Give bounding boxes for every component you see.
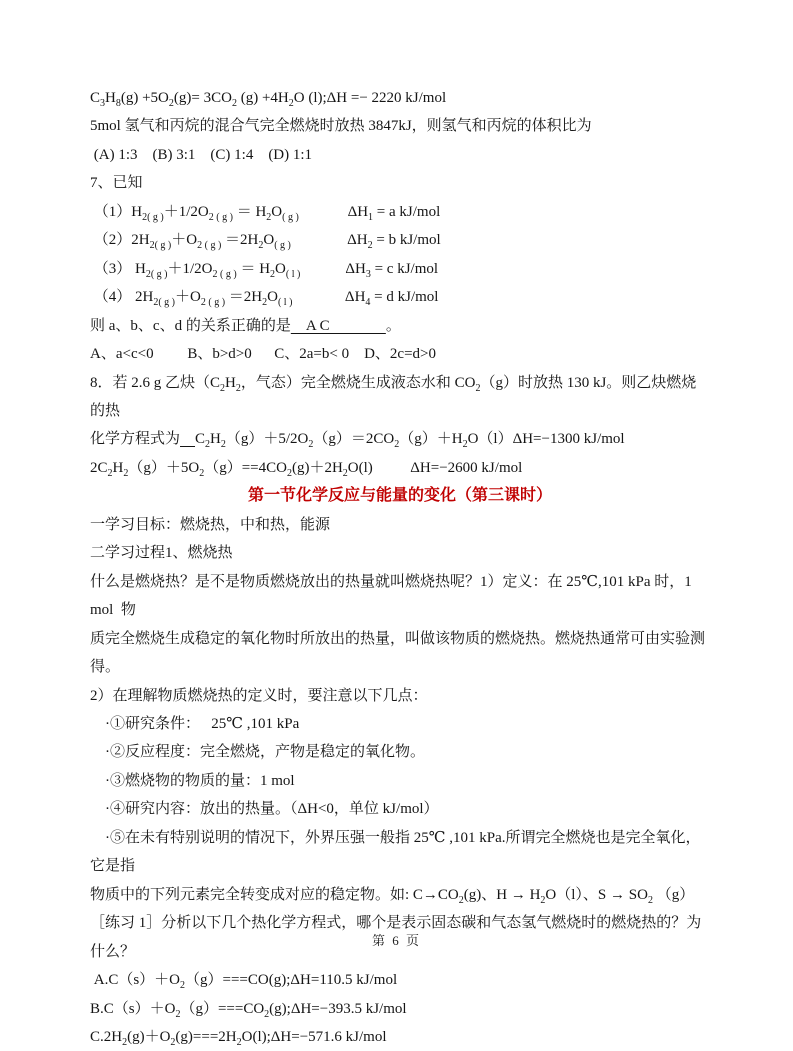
note-5: ·⑤在未有特别说明的情况下，外界压强一般指 25℃ ,101 kPa.所谓完全燃烧也是完全氧化，它是指: [90, 829, 701, 875]
q7-label: 7、已知: [90, 175, 143, 192]
q8-answer-line-1: 化学方程式为 $C_2H_2(g)+5/2O_2(g)=2CO_2(g)+H_2O(l)\Delta H=-1300$ kJ/mol: [90, 431, 625, 451]
q7-eq-1: $(1)H_{2( g )}+1/2O_{2 ( g )} = H_2O_{( g )}$ $\Delta H_1 = a$ kJ/mol: [90, 203, 441, 223]
practice-option-b: $B.C(s)+O_2(g)===CO_2(g);\Delta H=-393.5$ kJ/mol: [90, 1000, 407, 1020]
q8-stem: 8．若 2.6 g 乙炔（$C_2H_2$，气态）完全燃烧生成液态水和 $CO_2(g)$时放热 130 kJ。则乙炔燃烧的热: [90, 374, 697, 419]
eq-propane-combustion: $C_3H_8(g) +5O_2(g)= 3CO_2$ $(g) +4H_2O$ (l);ΔH =− 2220 kJ/mol: [90, 90, 447, 109]
q7-options: A、a<c<0 B、b>d>0 C、2a=b< 0 D、2c=d>0: [90, 346, 436, 363]
q6-options: (A) 1:3 (B) 3:1 (C) 1:4 (D) 1:1: [90, 146, 313, 163]
learning-process: 二学习过程1、燃烧热: [90, 545, 233, 562]
learning-goals: 一学习目标：燃烧热，中和热，能源: [90, 516, 331, 533]
note-3: ·③燃烧物的物质的量：1 mol: [90, 772, 295, 789]
page-number: 第 6 页: [371, 933, 421, 948]
document-body: [90, 84, 710, 1051]
q7-answer: 则 a、b、c、d 的关系正确的是 A C 。: [90, 317, 401, 334]
note-2: ·②反应程度：完全燃烧，产物是稳定的氧化物。: [90, 744, 425, 761]
q7-eq-3: （3） $H_{2( g )}+1/2O_{2 ( g )} = H_2O_{( l )}$ $\Delta H_3 = c$ kJ/mol: [90, 260, 439, 280]
practice-option-c: $C.2H_2(g)+O_2(g)===2H_2O(l);\Delta H=-571.6$ kJ/mol: [90, 1028, 387, 1048]
para-definition-2: 质完全燃烧生成稳定的氧化物时所放出的热量，叫做该物质的燃烧热。燃烧热通常可由实验测得。: [90, 630, 706, 676]
practice-1-stem: ［练习 1］分析以下几个热化学方程式，哪个是表示固态碳和气态氢气燃烧时的燃烧热的？为什么？: [90, 915, 702, 960]
q6-stem: 5mol 氢气和丙烷的混合气完全燃烧时放热 3847kJ，则氢气和丙烷的体积比为: [90, 118, 592, 135]
section-heading: 第一节化学反应与能量的变化（第三课时）: [247, 487, 552, 505]
note-1: ·①研究条件： 25℃ ,101 kPa: [90, 715, 300, 732]
para-definition-1: 什么是燃烧热？是不是物质燃烧放出的热量就叫燃烧热呢？1）定义：在 25℃,101 kPa 时，1 mol 物: [90, 573, 696, 619]
note-5-continued: 物质中的下列元素完全转变成对应的稳定物。如: $C\to CO_2(g)$、$H \to H_2O(l)$、$S \to SO_2$ （g）: [90, 886, 695, 906]
page-footer: [0, 930, 793, 949]
q7-eq-4: （4） $2H_{2( g )}+O_{2 ( g )} =2H_2O_{( l )}$ $\Delta H_4 = d$ kJ/mol: [90, 289, 439, 309]
note-4: ·④研究内容：放出的热量。（ΔH<0，单位 kJ/mol）: [90, 801, 439, 818]
q8-answer-line-2: $2C_2H_2(g)+5O_2(g)==4CO_2(g)+2H_2O(l)$ ΔH=−2600 kJ/mol: [90, 459, 523, 479]
practice-option-a: $A.C(s)+O_2(g)===CO(g);\Delta H=110.5$ kJ/mol: [90, 972, 398, 992]
notes-intro: 2）在理解物质燃烧热的定义时，要注意以下几点：: [90, 687, 428, 704]
q7-eq-2: $(2)2H_{2( g )}+O_{2 ( g )} =2H_2O_{( g )}$ $\Delta H_2 = b$ kJ/mol: [90, 232, 441, 252]
